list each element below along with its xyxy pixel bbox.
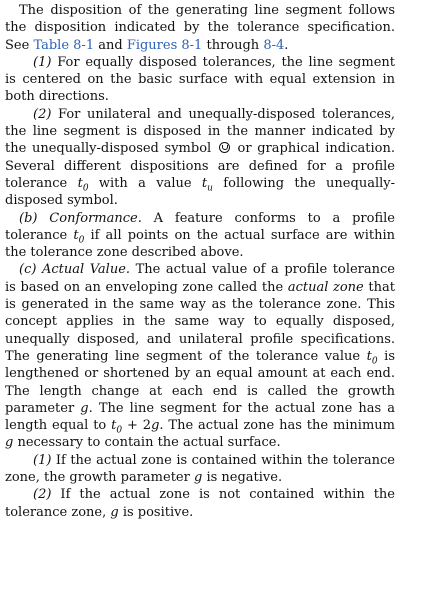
paragraph-not-contained: [5, 486, 395, 521]
list-marker: (2): [33, 106, 52, 122]
paragraph-contained: [5, 452, 395, 487]
paragraph-unilateral: [5, 106, 395, 210]
text: If the actual zone is not contained within the tolerance zone,: [5, 487, 395, 520]
paragraph-disposition: [5, 2, 395, 54]
subscript: 0: [78, 235, 85, 246]
text: A feature conforms to a profile tolerance: [5, 210, 395, 243]
link-figures-8-1[interactable]: Figures 8-1: [126, 37, 203, 53]
text: is negative.: [202, 470, 283, 486]
variable: g: [151, 418, 160, 434]
variable: t: [73, 227, 79, 243]
text: . The line segment for the actual zone has a length equal to: [5, 400, 395, 434]
text: The actual value of a profile tolerance is based on an enveloping zone called the: [5, 262, 395, 295]
variable: g: [193, 470, 203, 486]
subscript: 0: [371, 356, 378, 367]
emphasis: actual zone: [287, 279, 364, 295]
variable: t: [111, 418, 117, 434]
list-marker: (b): [19, 210, 50, 226]
link-figure-8-4[interactable]: 8-4: [263, 37, 285, 53]
text: necessary to contain the actual surface.: [13, 435, 281, 451]
variable: t: [77, 175, 83, 191]
text: If the actual zone is contained within the tolerance zone, the growth parameter: [5, 452, 395, 486]
text: For unilateral and unequally-disposed tolerances, the line segment is disposed in the manner indicated by the unequally-disposed symbol: [5, 106, 395, 157]
document-body: [5, 2, 395, 521]
text: following the unequally-disposed symbol.: [5, 175, 395, 209]
unequally-disposed-symbol-icon: [219, 142, 230, 153]
text: is positive.: [118, 504, 194, 520]
text: and: [94, 37, 127, 53]
paragraph-conformance: [5, 210, 395, 262]
text: that is generated in the same way as the tolerance zone. This concept applies in the same way to equally disposed, unequally disposed, and unilateral profile specifications. The generating line segment of the tolerance value: [5, 279, 395, 364]
paragraph-actual-value: [5, 261, 395, 451]
variable: g: [80, 400, 89, 416]
variable: g: [5, 435, 14, 451]
subscript: 0: [116, 425, 123, 436]
list-marker: (1): [33, 54, 52, 70]
text: with a value: [88, 175, 202, 191]
variable: t: [366, 348, 372, 364]
link-table-8-1[interactable]: Table 8-1: [33, 37, 95, 53]
text: if all points on the actual surface are within the tolerance zone described above.: [5, 227, 395, 261]
text: For equally disposed tolerances, the line segment is centered on the basic surface with equal extension in both directions.: [5, 54, 395, 105]
variable: t: [201, 175, 208, 191]
text: .: [284, 37, 289, 53]
subscript: u: [207, 183, 213, 194]
text: The disposition of the generating line segment follows the disposition indicated by the tolerance specification. See: [5, 3, 395, 53]
text: + 2: [122, 418, 152, 434]
text: or graphical indication. Several different dispositions are defined for a profile tolerance: [5, 141, 395, 191]
text: is lengthened or shortened by an equal amount at each end. The length change at each end is called the growth parameter: [5, 348, 395, 416]
list-marker: (1): [33, 452, 52, 468]
paragraph-equally-disposed: [5, 54, 395, 106]
list-marker: (2): [33, 487, 52, 503]
section-heading: Actual Value.: [41, 262, 131, 278]
list-marker: (c): [19, 262, 42, 278]
section-heading: Conformance.: [49, 210, 142, 226]
subscript: 0: [82, 183, 89, 194]
text: through: [202, 37, 264, 53]
text: . The actual zone has the minimum: [159, 418, 395, 434]
variable: g: [110, 504, 119, 520]
